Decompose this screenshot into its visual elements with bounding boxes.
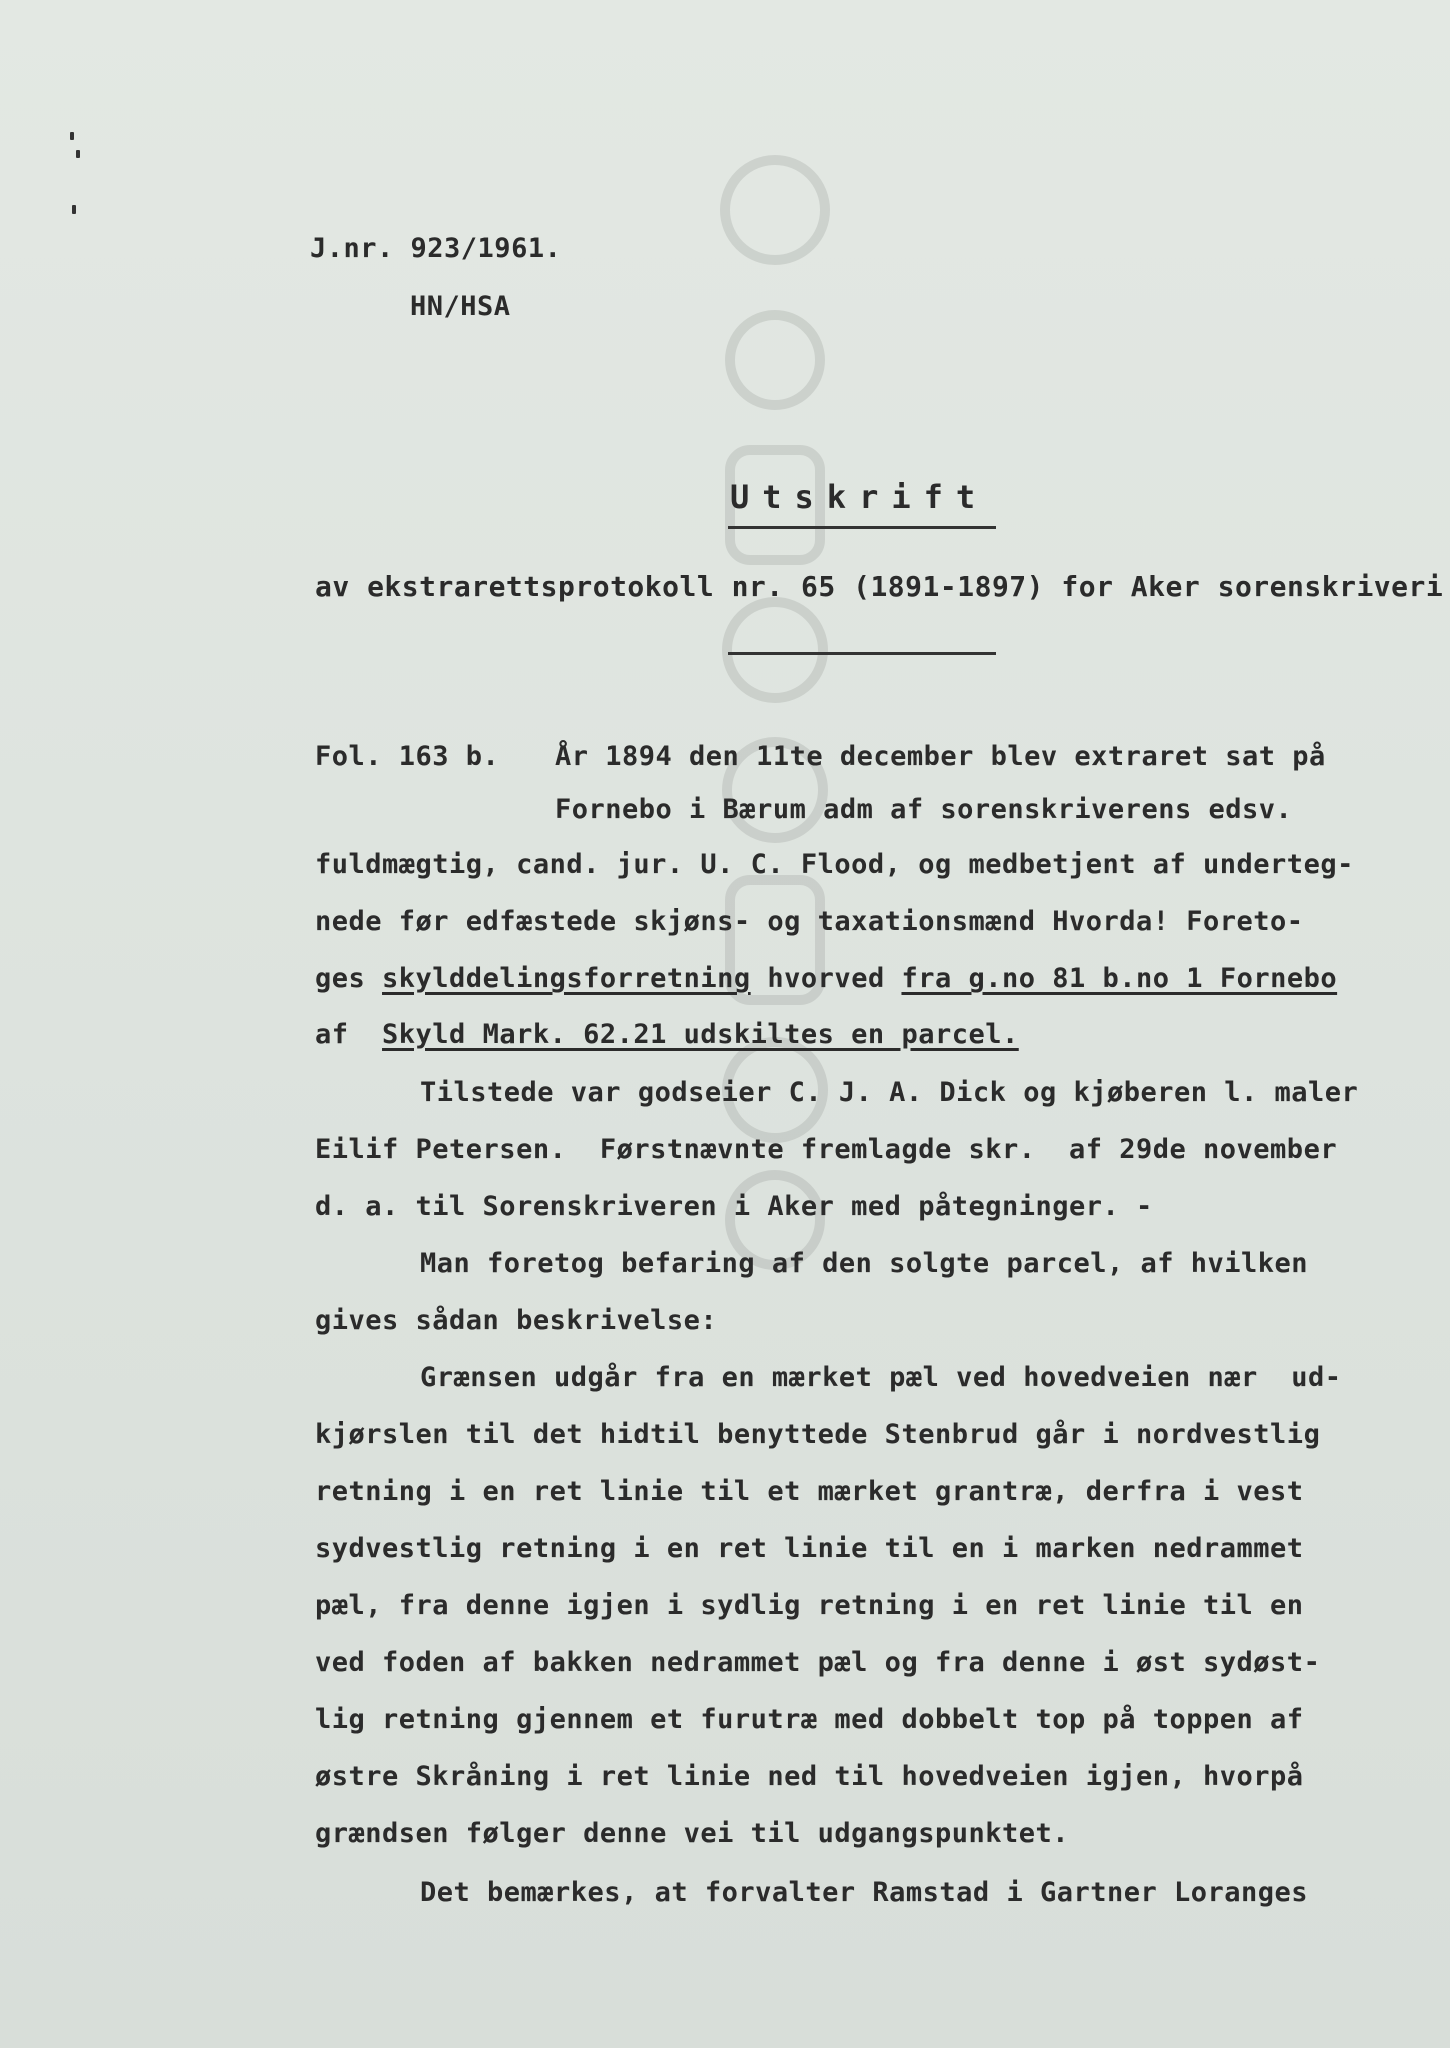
text-line: Tilstede var godseier C. J. A. Dick og kjøberen l. maler bbox=[420, 1077, 1359, 1108]
document-title: Utskrift bbox=[730, 478, 989, 516]
text-line: lig retning gjennem et furutræ med dobbelt top på toppen af bbox=[315, 1704, 1304, 1735]
text-span: ges bbox=[315, 963, 383, 994]
text-span: af bbox=[315, 1019, 383, 1050]
text-line: pæl, fra denne igjen i sydlig retning i en ret linie til en bbox=[315, 1590, 1304, 1621]
text-line: Grænsen udgår fra en mærket pæl ved hovedveien nær ud- bbox=[420, 1362, 1342, 1393]
text-line: ved foden af bakken nedrammet pæl og fra denne i øst sydøst- bbox=[315, 1647, 1321, 1678]
text-line: sydvestlig retning i en ret linie til en i marken nedrammet bbox=[315, 1533, 1304, 1564]
journal-number: J.nr. 923/1961. bbox=[310, 233, 562, 264]
text-line bbox=[315, 962, 1337, 996]
text-line: nede før edfæstede skjøns- og taxationsmænd Hvorda! Foreto- bbox=[315, 906, 1304, 937]
text-line: østre Skråning i ret linie ned til hovedveien igjen, hvorpå bbox=[315, 1761, 1304, 1792]
text-line: År 1894 den 11te december blev extraret sat på bbox=[555, 741, 1326, 772]
underlined-phrase: fra g.no 81 b.no 1 Fornebo bbox=[901, 963, 1338, 994]
folio-reference: Fol. 163 b. bbox=[315, 741, 500, 772]
title-underline bbox=[728, 526, 996, 529]
text-line: grændsen følger denne vei til udgangspunktet. bbox=[315, 1818, 1069, 1849]
text-line: d. a. til Sorenskriveren i Aker med påtegninger. - bbox=[315, 1191, 1153, 1222]
text-line bbox=[315, 1018, 1019, 1052]
margin-mark bbox=[72, 205, 76, 214]
underlined-phrase: skylddelingsforretning bbox=[382, 963, 751, 994]
margin-mark bbox=[70, 132, 74, 140]
text-line: retning i en ret linie til et mærket grantræ, derfra i vest bbox=[315, 1476, 1304, 1507]
text-span: hvorved bbox=[750, 963, 902, 994]
text-line: kjørslen til det hidtil benyttede Stenbrud går i nordvestlig bbox=[315, 1419, 1321, 1450]
document-subtitle: av ekstrarettsprotokoll nr. 65 (1891-1897) for Aker sorenskriveri bbox=[315, 570, 1444, 603]
text-line: Fornebo i Bærum adm af sorenskriverens edsv. bbox=[555, 794, 1293, 825]
margin-mark bbox=[76, 150, 80, 158]
text-line: Det bemærkes, at forvalter Ramstad i Gartner Loranges bbox=[420, 1877, 1309, 1908]
text-line: gives sådan beskrivelse: bbox=[315, 1305, 718, 1336]
text-line: Man foretog befaring af den solgte parcel, af hvilken bbox=[420, 1248, 1309, 1279]
separator-rule bbox=[728, 652, 996, 655]
underlined-phrase: Skyld Mark. 62.21 udskiltes en parcel. bbox=[382, 1019, 1019, 1050]
initials: HN/HSA bbox=[410, 291, 511, 322]
bleed-through-stamp bbox=[700, 90, 850, 1290]
text-line: fuldmægtig, cand. jur. U. C. Flood, og medbetjent af underteg- bbox=[315, 849, 1354, 880]
text-line: Eilif Petersen. Førstnævnte fremlagde skr. af 29de november bbox=[315, 1134, 1338, 1165]
